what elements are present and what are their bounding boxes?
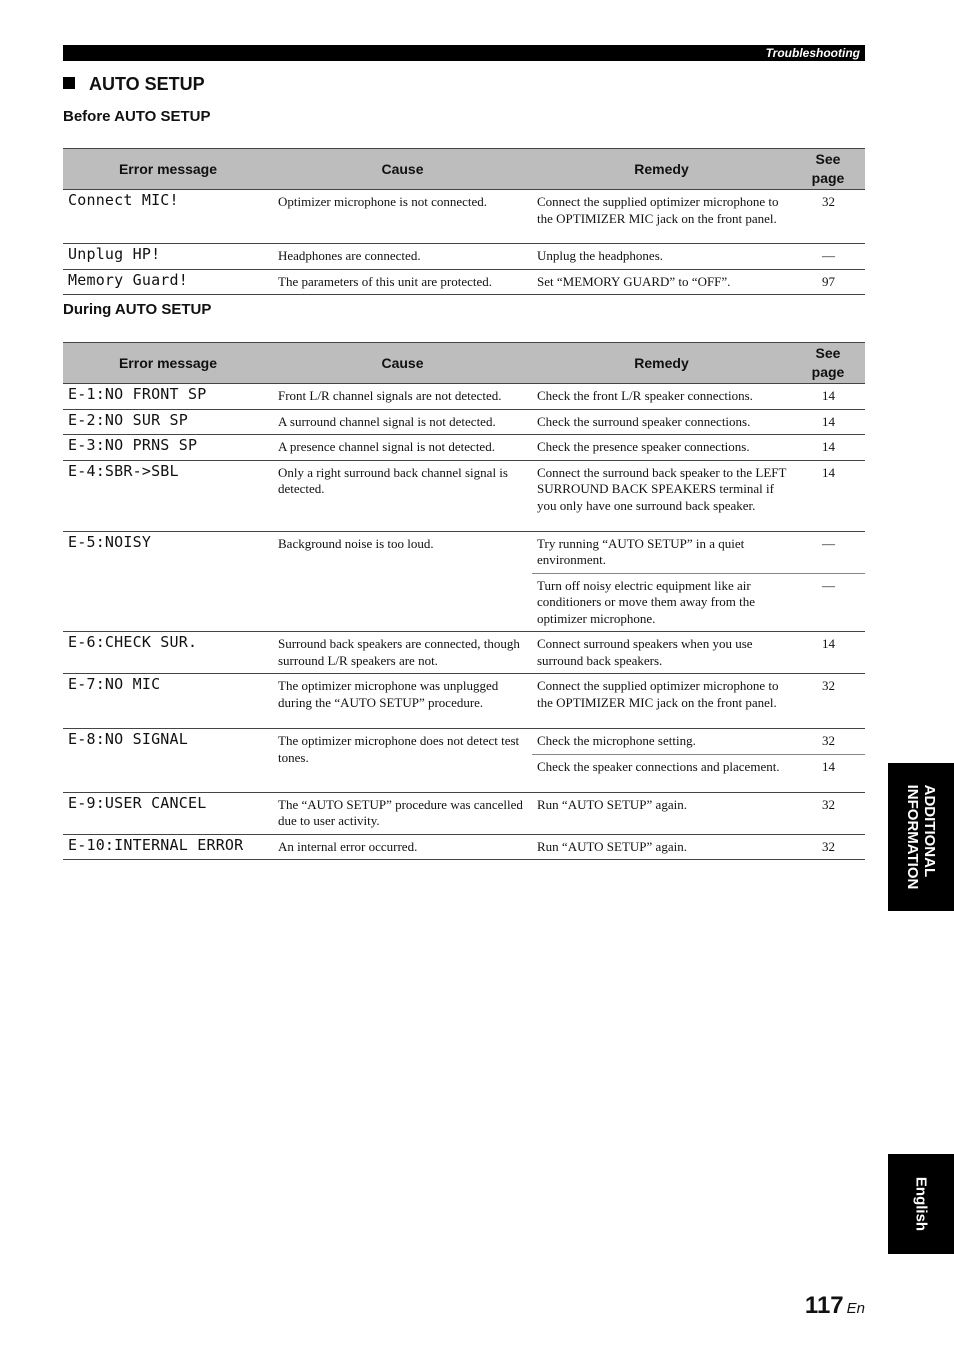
- cause: Optimizer microphone is not connected.: [273, 190, 532, 244]
- square-bullet-icon: [63, 77, 75, 89]
- col-header-cause: Cause: [273, 343, 532, 384]
- see-page: 32: [791, 792, 865, 834]
- cause: A surround channel signal is not detected.: [273, 409, 532, 435]
- table-row: [63, 269, 865, 295]
- col-header-page: See page: [791, 343, 865, 384]
- see-page: 14: [791, 409, 865, 435]
- side-tab-additional-information: ADDITIONAL INFORMATION: [888, 763, 954, 911]
- error-message: E-1:NO FRONT SP: [63, 384, 273, 410]
- table-row: [63, 460, 865, 531]
- remedy: Connect the supplied optimizer microphone to the OPTIMIZER MIC jack on the front panel.: [532, 190, 791, 244]
- cause: Surround back speakers are connected, though surround L/R speakers are not.: [273, 632, 532, 674]
- col-header-error: Error message: [63, 343, 273, 384]
- before-heading: Before AUTO SETUP: [63, 108, 211, 125]
- see-page: 14: [791, 632, 865, 674]
- cause: Headphones are connected.: [273, 244, 532, 270]
- col-header-error: Error message: [63, 149, 273, 190]
- cause: The “AUTO SETUP” procedure was cancelled due to user activity.: [273, 792, 532, 834]
- remedy: Connect surround speakers when you use surround back speakers.: [532, 632, 791, 674]
- section-title-text: AUTO SETUP: [89, 74, 205, 94]
- error-message: E-7:NO MIC: [63, 674, 273, 729]
- see-page: 32: [791, 834, 865, 860]
- remedy: Unplug the headphones.: [532, 244, 791, 270]
- col-header-page: See page: [791, 149, 865, 190]
- see-page: 14: [791, 460, 865, 531]
- remedy: Run “AUTO SETUP” again.: [532, 792, 791, 834]
- header-section-label: Troubleshooting: [765, 46, 860, 60]
- cause: An internal error occurred.: [273, 834, 532, 860]
- see-page-alt: —: [791, 573, 865, 632]
- remedy: Check the front L/R speaker connections.: [532, 384, 791, 410]
- error-message: E-4:SBR->SBL: [63, 460, 273, 531]
- table-row: [63, 834, 865, 860]
- page-number-value: 117: [804, 1292, 844, 1319]
- error-message: Unplug HP!: [63, 244, 273, 270]
- see-page: 32: [791, 674, 865, 729]
- error-message: E-8:NO SIGNAL: [63, 729, 273, 793]
- col-header-remedy: Remedy: [532, 149, 791, 190]
- see-page: 14: [791, 384, 865, 410]
- col-header-remedy: Remedy: [532, 343, 791, 384]
- during-table: [63, 342, 865, 860]
- see-page: —: [791, 244, 865, 270]
- remedy-alt: Turn off noisy electric equipment like air conditioners or move them away from the optimizer microphone.: [532, 573, 791, 632]
- see-page: 97: [791, 269, 865, 295]
- page-number: [805, 1292, 865, 1320]
- error-message: E-6:CHECK SUR.: [63, 632, 273, 674]
- table-row: [63, 674, 865, 729]
- error-message: E-5:NOISY: [63, 531, 273, 632]
- cause: Background noise is too loud.: [273, 531, 532, 632]
- cause: The optimizer microphone was unplugged during the “AUTO SETUP” procedure.: [273, 674, 532, 729]
- cause: Front L/R channel signals are not detected.: [273, 384, 532, 410]
- see-page: —: [791, 531, 865, 573]
- during-heading: During AUTO SETUP: [63, 301, 212, 318]
- page-language: En: [846, 1300, 865, 1317]
- remedy: Check the surround speaker connections.: [532, 409, 791, 435]
- table-row: [63, 435, 865, 461]
- cause: A presence channel signal is not detected.: [273, 435, 532, 461]
- table-row: [63, 190, 865, 244]
- header-bar: [63, 45, 865, 61]
- error-message: E-9:USER CANCEL: [63, 792, 273, 834]
- see-page: 32: [791, 190, 865, 244]
- see-page: 14: [791, 435, 865, 461]
- table-row: [63, 244, 865, 270]
- remedy-alt: Check the speaker connections and placement.: [532, 754, 791, 792]
- remedy: Check the microphone setting.: [532, 729, 791, 755]
- remedy: Check the presence speaker connections.: [532, 435, 791, 461]
- cause: The optimizer microphone does not detect test tones.: [273, 729, 532, 793]
- cause: The parameters of this unit are protected.: [273, 269, 532, 295]
- side-tab-english: English: [888, 1154, 954, 1254]
- table-row: [63, 632, 865, 674]
- table-row: [63, 729, 865, 755]
- see-page: 32: [791, 729, 865, 755]
- remedy: Set “MEMORY GUARD” to “OFF”.: [532, 269, 791, 295]
- remedy: Connect the supplied optimizer microphone to the OPTIMIZER MIC jack on the front panel.: [532, 674, 791, 729]
- before-table: [63, 148, 865, 295]
- section-title: [63, 74, 205, 95]
- error-message: E-2:NO SUR SP: [63, 409, 273, 435]
- table-header-row: [63, 149, 865, 190]
- error-message: E-3:NO PRNS SP: [63, 435, 273, 461]
- col-header-cause: Cause: [273, 149, 532, 190]
- see-page-alt: 14: [791, 754, 865, 792]
- remedy: Connect the surround back speaker to the LEFT SURROUND BACK SPEAKERS terminal if you only have one surround back speaker.: [532, 460, 791, 531]
- table-header-row: [63, 343, 865, 384]
- table-row: [63, 409, 865, 435]
- remedy: Try running “AUTO SETUP” in a quiet environment.: [532, 531, 791, 573]
- table-row: [63, 792, 865, 834]
- error-message: Connect MIC!: [63, 190, 273, 244]
- error-message: Memory Guard!: [63, 269, 273, 295]
- table-row: [63, 531, 865, 573]
- table-row: [63, 384, 865, 410]
- cause: Only a right surround back channel signal is detected.: [273, 460, 532, 531]
- remedy: Run “AUTO SETUP” again.: [532, 834, 791, 860]
- error-message: E-10:INTERNAL ERROR: [63, 834, 273, 860]
